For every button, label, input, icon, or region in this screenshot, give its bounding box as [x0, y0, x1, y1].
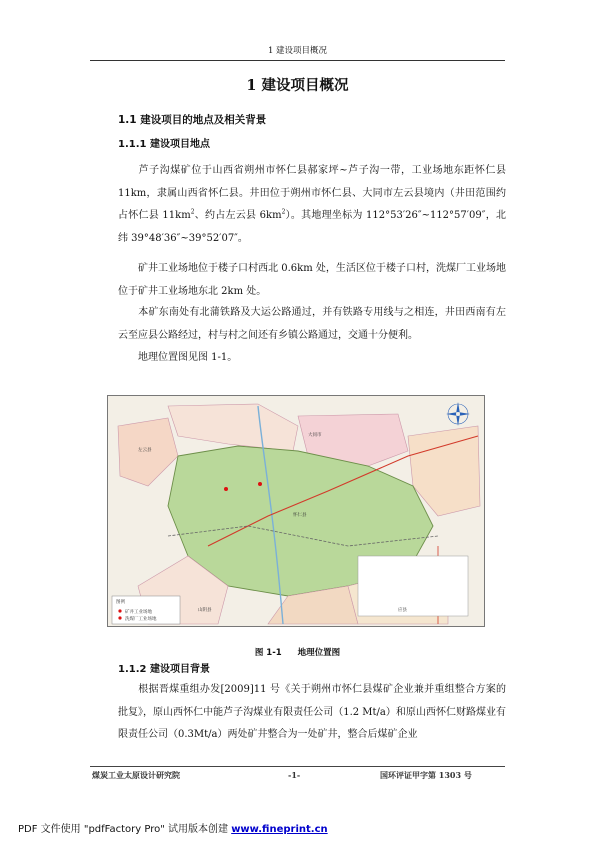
- figure-number: 图 1-1: [254, 648, 282, 658]
- pdf-note-text: PDF 文件使用 "pdfFactory Pro" 试用版本创建: [18, 824, 232, 835]
- paragraph-figure-ref: [118, 347, 506, 370]
- map-label: 应县: [398, 608, 407, 613]
- running-header: 1 建设项目概况: [267, 46, 328, 56]
- paragraph-location: [118, 160, 506, 250]
- legend-title: 图例: [116, 600, 125, 605]
- paragraph-text: ）。其地理坐标为 112°53′26″~112°57′09″，北纬 39°48′36″~39°52′07″。: [118, 210, 506, 244]
- header-rule: [90, 60, 505, 61]
- paragraph-text: 矿井工业场地位于楼子口村西北 0.6km 处，生活区位于楼子口村，洗煤厂工业场地位于矿井工业场地东北 2km 处。: [118, 263, 506, 297]
- paragraph-text: 、约占左云县 6km: [194, 210, 282, 221]
- paragraph-site: [118, 258, 506, 303]
- paragraph-transport: [118, 302, 506, 347]
- superscript: 2: [190, 208, 195, 216]
- footer-certificate: 国环评证甲字第 1303 号: [380, 770, 472, 780]
- footer-rule: [90, 766, 505, 767]
- paragraph-text: 芦子沟煤矿位于山西省朔州市怀仁县郝家坪~芦子沟一带，工业场地东距怀仁县 11km，隶属山西省怀仁县。井田位于朔州市怀仁县、大同市左云县境内（井田范围约占怀仁县 11km: [118, 165, 506, 221]
- figure-caption: [0, 646, 595, 658]
- figure-title: 地理位置图: [297, 648, 341, 658]
- subsection-heading-location: 1.1.1 建设项目地点: [118, 139, 210, 150]
- paragraph-text: 本矿东南处有北蒲铁路及大运公路通过，并有铁路专用线与之相连，井田西南有左云至应县公路经过，村与村之间还有乡镇公路通过，交通十分便利。: [118, 307, 506, 341]
- legend-item: 矿井工业场地: [125, 610, 152, 615]
- map-label: 左云县: [138, 448, 152, 453]
- pdf-creator-note: [18, 820, 328, 835]
- section-heading: 1.1 建设项目的地点及相关背景: [118, 114, 267, 126]
- map-label: 山阴县: [198, 608, 212, 613]
- subsection-heading-background: 1.1.2 建设项目背景: [118, 664, 210, 675]
- paragraph-background: [118, 679, 506, 747]
- location-map: [107, 395, 485, 627]
- legend-item: 洗煤厂工业场地: [125, 617, 157, 622]
- map-label: 大同市: [308, 433, 322, 438]
- page-number: -1-: [288, 770, 301, 780]
- paragraph-text: 地理位置图见图 1-1。: [138, 352, 238, 363]
- chapter-title: 1 建设项目概况: [246, 77, 349, 94]
- paragraph-text: 根据晋煤重组办发[2009]11 号《关于朔州市怀仁县煤矿企业兼并重组整合方案的批复》，原山西怀仁中能芦子沟煤业有限责任公司（1.2 Mt/a）和原山西怀仁财路煤业有限责任公司（0.3Mt/a）两处矿井整合为一处矿井，整合后煤矿企业: [118, 684, 506, 740]
- map-graphic: [108, 396, 484, 626]
- superscript: 2: [281, 208, 286, 216]
- fineprint-link[interactable]: www.fineprint.cn: [231, 824, 328, 835]
- footer-institute: 煤炭工业太原设计研究院: [92, 770, 180, 780]
- map-label: 怀仁县: [293, 513, 307, 518]
